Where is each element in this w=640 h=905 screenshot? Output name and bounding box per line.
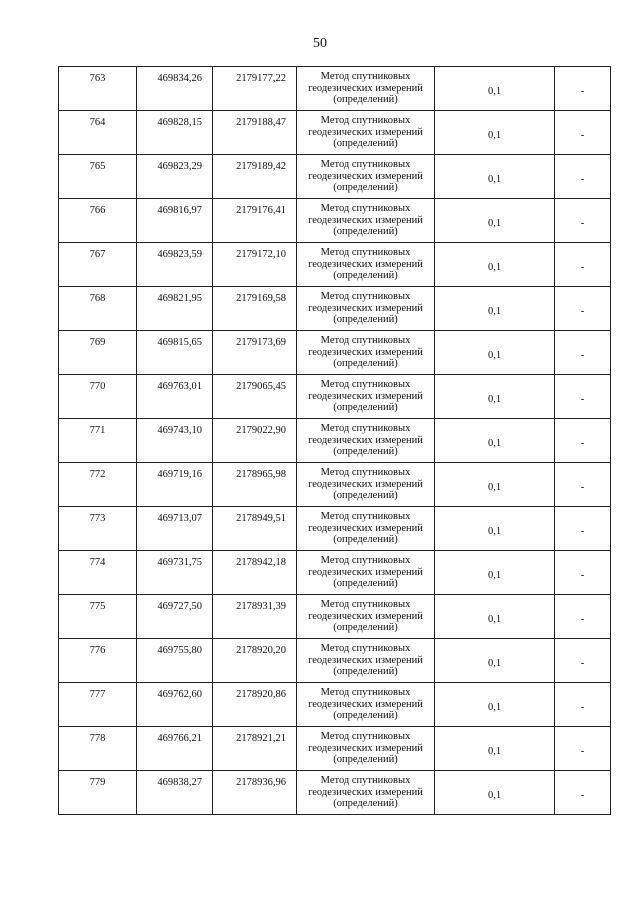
note-cell: - <box>555 67 611 111</box>
y-coordinate-cell: 2179176,41 <box>213 199 297 243</box>
method-cell: Метод спутниковых геодезических измерений (определений) <box>297 507 435 551</box>
x-coordinate-cell: 469713,07 <box>137 507 213 551</box>
coordinates-table <box>58 66 611 815</box>
point-number-cell: 769 <box>59 331 137 375</box>
accuracy-cell: 0,1 <box>435 287 555 331</box>
accuracy-cell: 0,1 <box>435 199 555 243</box>
point-number-cell: 765 <box>59 155 137 199</box>
accuracy-cell: 0,1 <box>435 155 555 199</box>
y-coordinate-cell: 2179172,10 <box>213 243 297 287</box>
x-coordinate-cell: 469719,16 <box>137 463 213 507</box>
x-coordinate-cell: 469731,75 <box>137 551 213 595</box>
x-coordinate-cell: 469766,21 <box>137 727 213 771</box>
method-cell: Метод спутниковых геодезических измерений (определений) <box>297 771 435 815</box>
table-row <box>59 595 611 639</box>
note-cell: - <box>555 507 611 551</box>
point-number-cell: 773 <box>59 507 137 551</box>
y-coordinate-cell: 2179177,22 <box>213 67 297 111</box>
note-cell: - <box>555 287 611 331</box>
accuracy-cell: 0,1 <box>435 331 555 375</box>
method-cell: Метод спутниковых геодезических измерений (определений) <box>297 551 435 595</box>
note-cell: - <box>555 683 611 727</box>
y-coordinate-cell: 2179189,42 <box>213 155 297 199</box>
table-row <box>59 771 611 815</box>
note-cell: - <box>555 331 611 375</box>
accuracy-cell: 0,1 <box>435 551 555 595</box>
y-coordinate-cell: 2178936,96 <box>213 771 297 815</box>
y-coordinate-cell: 2178942,18 <box>213 551 297 595</box>
table-row <box>59 287 611 331</box>
point-number-cell: 774 <box>59 551 137 595</box>
point-number-cell: 770 <box>59 375 137 419</box>
point-number-cell: 771 <box>59 419 137 463</box>
note-cell: - <box>555 111 611 155</box>
point-number-cell: 775 <box>59 595 137 639</box>
y-coordinate-cell: 2179188,47 <box>213 111 297 155</box>
table-row <box>59 551 611 595</box>
x-coordinate-cell: 469821,95 <box>137 287 213 331</box>
method-cell: Метод спутниковых геодезических измерений (определений) <box>297 155 435 199</box>
point-number-cell: 763 <box>59 67 137 111</box>
x-coordinate-cell: 469828,15 <box>137 111 213 155</box>
method-cell: Метод спутниковых геодезических измерений (определений) <box>297 639 435 683</box>
table-row <box>59 155 611 199</box>
x-coordinate-cell: 469762,60 <box>137 683 213 727</box>
method-cell: Метод спутниковых геодезических измерений (определений) <box>297 375 435 419</box>
note-cell: - <box>555 155 611 199</box>
y-coordinate-cell: 2179173,69 <box>213 331 297 375</box>
table-row <box>59 331 611 375</box>
x-coordinate-cell: 469727,50 <box>137 595 213 639</box>
x-coordinate-cell: 469763,01 <box>137 375 213 419</box>
method-cell: Метод спутниковых геодезических измерений (определений) <box>297 287 435 331</box>
accuracy-cell: 0,1 <box>435 375 555 419</box>
table-row <box>59 199 611 243</box>
method-cell: Метод спутниковых геодезических измерений (определений) <box>297 67 435 111</box>
x-coordinate-cell: 469816,97 <box>137 199 213 243</box>
table-row <box>59 67 611 111</box>
y-coordinate-cell: 2179065,45 <box>213 375 297 419</box>
accuracy-cell: 0,1 <box>435 67 555 111</box>
point-number-cell: 767 <box>59 243 137 287</box>
accuracy-cell: 0,1 <box>435 111 555 155</box>
accuracy-cell: 0,1 <box>435 463 555 507</box>
accuracy-cell: 0,1 <box>435 507 555 551</box>
method-cell: Метод спутниковых геодезических измерений (определений) <box>297 595 435 639</box>
method-cell: Метод спутниковых геодезических измерений (определений) <box>297 463 435 507</box>
table-row <box>59 463 611 507</box>
y-coordinate-cell: 2178920,86 <box>213 683 297 727</box>
note-cell: - <box>555 375 611 419</box>
method-cell: Метод спутниковых геодезических измерений (определений) <box>297 331 435 375</box>
x-coordinate-cell: 469815,65 <box>137 331 213 375</box>
table-row <box>59 375 611 419</box>
method-cell: Метод спутниковых геодезических измерений (определений) <box>297 683 435 727</box>
accuracy-cell: 0,1 <box>435 683 555 727</box>
point-number-cell: 776 <box>59 639 137 683</box>
y-coordinate-cell: 2179022,90 <box>213 419 297 463</box>
point-number-cell: 768 <box>59 287 137 331</box>
table-row <box>59 727 611 771</box>
accuracy-cell: 0,1 <box>435 243 555 287</box>
point-number-cell: 772 <box>59 463 137 507</box>
table-row <box>59 243 611 287</box>
x-coordinate-cell: 469743,10 <box>137 419 213 463</box>
table-row <box>59 111 611 155</box>
x-coordinate-cell: 469755,80 <box>137 639 213 683</box>
note-cell: - <box>555 419 611 463</box>
table-row <box>59 639 611 683</box>
note-cell: - <box>555 595 611 639</box>
accuracy-cell: 0,1 <box>435 771 555 815</box>
y-coordinate-cell: 2178921,21 <box>213 727 297 771</box>
method-cell: Метод спутниковых геодезических измерений (определений) <box>297 419 435 463</box>
table-row <box>59 419 611 463</box>
table-row <box>59 683 611 727</box>
note-cell: - <box>555 243 611 287</box>
table-row <box>59 507 611 551</box>
accuracy-cell: 0,1 <box>435 727 555 771</box>
accuracy-cell: 0,1 <box>435 419 555 463</box>
point-number-cell: 777 <box>59 683 137 727</box>
method-cell: Метод спутниковых геодезических измерений (определений) <box>297 243 435 287</box>
point-number-cell: 766 <box>59 199 137 243</box>
point-number-cell: 778 <box>59 727 137 771</box>
method-cell: Метод спутниковых геодезических измерений (определений) <box>297 199 435 243</box>
x-coordinate-cell: 469834,26 <box>137 67 213 111</box>
y-coordinate-cell: 2178949,51 <box>213 507 297 551</box>
note-cell: - <box>555 727 611 771</box>
accuracy-cell: 0,1 <box>435 595 555 639</box>
x-coordinate-cell: 469823,59 <box>137 243 213 287</box>
method-cell: Метод спутниковых геодезических измерений (определений) <box>297 111 435 155</box>
note-cell: - <box>555 639 611 683</box>
note-cell: - <box>555 771 611 815</box>
x-coordinate-cell: 469838,27 <box>137 771 213 815</box>
y-coordinate-cell: 2179169,58 <box>213 287 297 331</box>
point-number-cell: 764 <box>59 111 137 155</box>
note-cell: - <box>555 199 611 243</box>
y-coordinate-cell: 2178920,20 <box>213 639 297 683</box>
y-coordinate-cell: 2178965,98 <box>213 463 297 507</box>
note-cell: - <box>555 551 611 595</box>
x-coordinate-cell: 469823,29 <box>137 155 213 199</box>
point-number-cell: 779 <box>59 771 137 815</box>
y-coordinate-cell: 2178931,39 <box>213 595 297 639</box>
note-cell: - <box>555 463 611 507</box>
page-number: 50 <box>313 36 327 51</box>
accuracy-cell: 0,1 <box>435 639 555 683</box>
method-cell: Метод спутниковых геодезических измерений (определений) <box>297 727 435 771</box>
